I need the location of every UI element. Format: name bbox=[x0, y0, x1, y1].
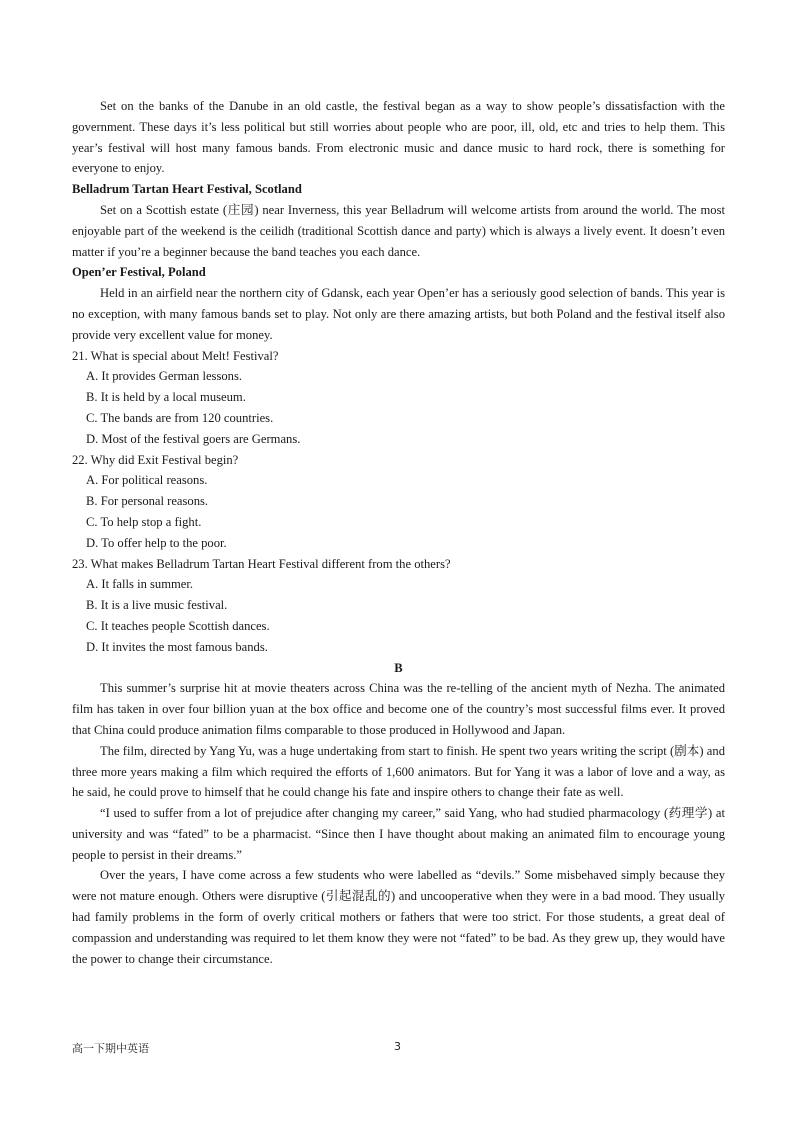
option-b: B. It is held by a local museum. bbox=[86, 390, 246, 405]
question-stem: 23. What makes Belladrum Tartan Heart Festival different from the others? bbox=[72, 556, 451, 571]
opener-paragraph: Held in an airfield near the northern city of Gdansk, each year Open’er has a seriously good selection of bands. This year is no exception, with many famous bands set to play. Not only are there amazing artists, but both Poland and the festival itself also provide very excellent value for money. bbox=[72, 286, 725, 342]
page-footer bbox=[72, 1040, 725, 1060]
belladrum-paragraph: Set on a Scottish estate (庄园) near Inverness, this year Belladrum will welcome artists from around the world. The most enjoyable part of the weekend is the ceilidh (traditional Scottish dance and party) which is always a lively event. It doesn’t even matter if you’re a beginner because the band teaches you each dance. bbox=[72, 202, 725, 259]
question-21 bbox=[72, 346, 725, 450]
option-d: D. Most of the festival goers are Germans. bbox=[86, 431, 301, 446]
option-c: C. It teaches people Scottish dances. bbox=[86, 618, 270, 633]
option-d: D. To offer help to the poor. bbox=[86, 535, 227, 550]
option-c: C. The bands are from 120 countries. bbox=[86, 410, 274, 425]
footer-course-label: 高一下期中英语 bbox=[72, 1042, 149, 1055]
nezha-paragraph-3: “I used to suffer from a lot of prejudice after changing my career,” said Yang, who had studied pharmacology (药理学) at university and was “fated” to be a pharmacist. “Since then I have thought about making an animated film to encourage young people to persist in their dreams.” bbox=[72, 806, 725, 862]
nezha-paragraph-4: Over the years, I have come across a few students who were labelled as “devils.” Some misbehaved simply because they were not mature enough. Others were disruptive (引起混乱的) and uncooperative when they were in a bad mood. They usually had family problems in the form of overly critical mothers or fathers that were too strict. For those students, a great deal of compassion and understanding was required to let them know they were not “fated” to be bad. As they grew up, they would have the power to change their circumstance. bbox=[72, 868, 725, 966]
exit-festival-paragraph: Set on the banks of the Danube in an old castle, the festival began as a way to show people’s dissatisfaction with the government. These days it’s less political but still worries about people who are poor, ill, old, etc and tries to help them. This year’s festival will host many famous bands. From electronic music and dance music to hard rock, there is something for everyone to enjoy. bbox=[72, 99, 725, 176]
question-22 bbox=[72, 450, 725, 554]
nezha-paragraph-1: This summer’s surprise hit at movie theaters across China was the re-telling of the ancient myth of Nezha. The animated film has taken in over four billion yuan at the box office and become one of the country’s most successful films ever. It proved that China could produce animation films comparable to those produced in Hollywood and Japan. bbox=[72, 681, 725, 737]
question-stem: 21. What is special about Melt! Festival? bbox=[72, 348, 279, 363]
document-page bbox=[72, 96, 725, 969]
option-a: A. It provides German lessons. bbox=[86, 369, 242, 384]
page-number: 3 bbox=[394, 1040, 401, 1053]
belladrum-heading: Belladrum Tartan Heart Festival, Scotland bbox=[72, 182, 302, 197]
question-stem: 22. Why did Exit Festival begin? bbox=[72, 452, 239, 467]
opener-heading: Open’er Festival, Poland bbox=[72, 265, 206, 280]
option-b: B. For personal reasons. bbox=[86, 494, 209, 509]
option-c: C. To help stop a fight. bbox=[86, 514, 202, 529]
question-23 bbox=[72, 554, 725, 658]
nezha-paragraph-2: The film, directed by Yang Yu, was a huge undertaking from start to finish. He spent two years writing the script (剧本) and three more years making a film which required the efforts of 1,600 animators. But for Yang it was a labor of love and a way, as he said, he could prove to himself that he could change his fate and inspire others to change their fate as well. bbox=[72, 743, 725, 800]
option-d: D. It invites the most famous bands. bbox=[86, 639, 268, 654]
option-a: A. It falls in summer. bbox=[86, 577, 194, 592]
option-a: A. For political reasons. bbox=[86, 473, 208, 488]
section-b-label: B bbox=[394, 660, 403, 675]
option-b: B. It is a live music festival. bbox=[86, 598, 228, 613]
